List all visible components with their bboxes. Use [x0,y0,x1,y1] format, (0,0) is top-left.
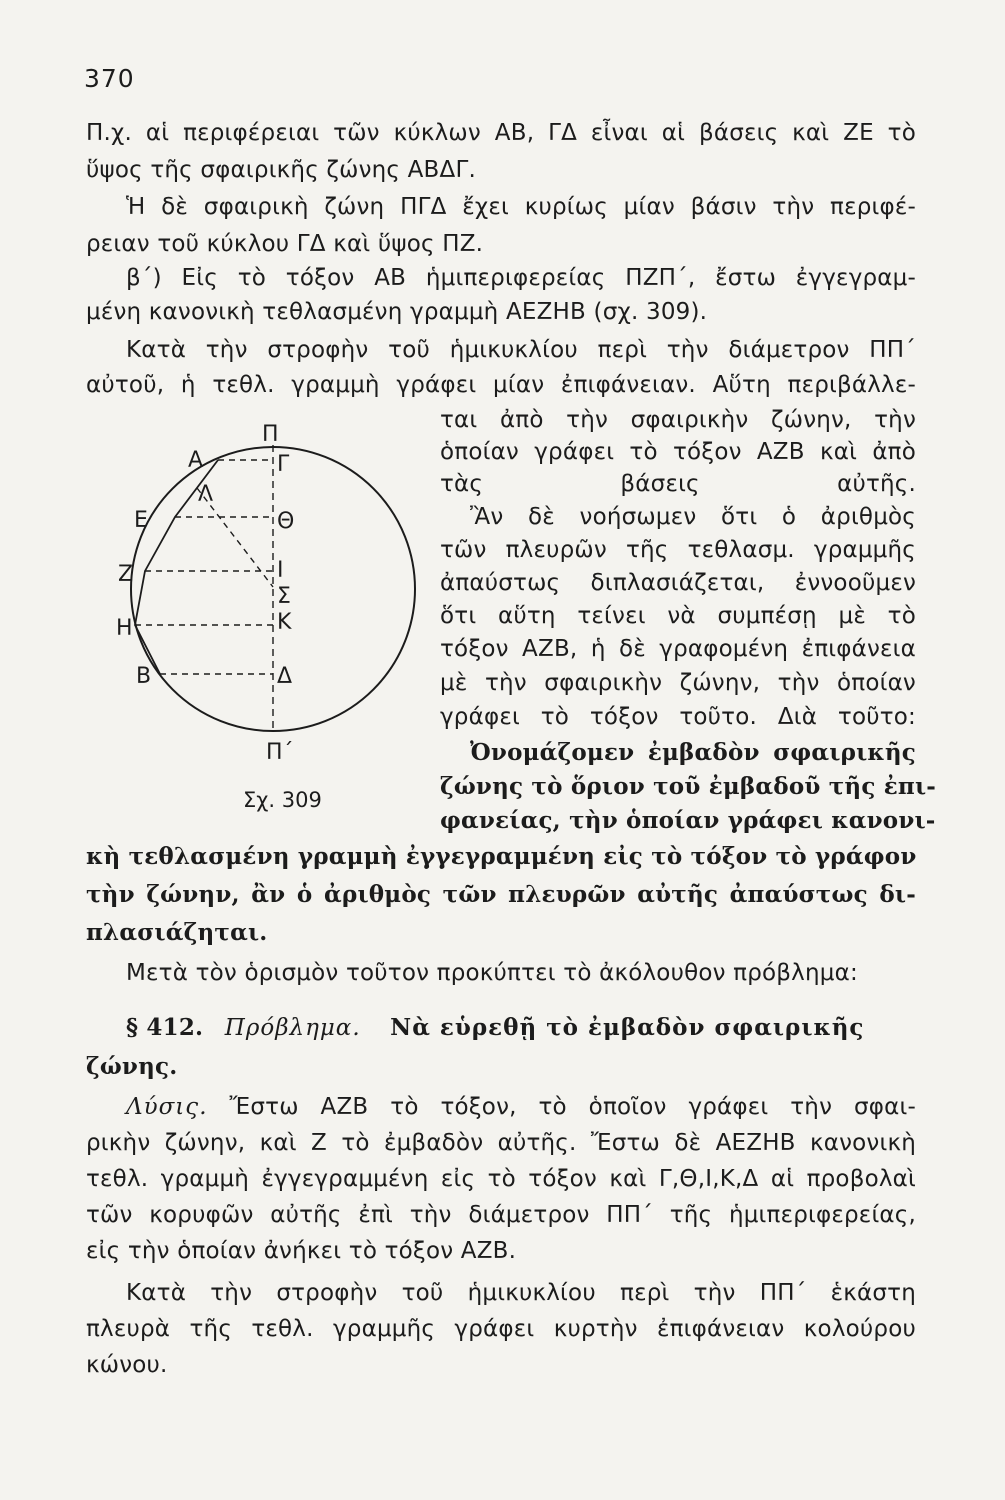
label-D: Δ [277,664,293,689]
text-line: ὅτι αὕτη τείνει νὰ συμπέσῃ μὲ τὸ [440,603,916,629]
text-line: ται ἀπὸ τὴν σφαιρικὴν ζώνην, τὴν [440,407,916,433]
definition-line: κὴ τεθλασμένη γραμμὴ ἐγγεγραμμένη εἰς τὸ τόξον τὸ γράφον [86,843,917,870]
solution-label: Λύσις. [126,1094,208,1120]
figure-caption: Σχ. 309 [243,788,322,812]
text-line: ρικὴν ζώνην, καὶ Ζ τὸ ἐμβαδὸν αὐτῆς. Ἔστω δὲ ΑΕΖΗΒ κανονικὴ [86,1130,916,1156]
text-line: τῶν πλευρῶν τῆς τεθλασμ. γραμμῆς [440,537,916,563]
solution-first-line [126,1092,916,1122]
label-B: Β [136,664,152,689]
section-number: § 412. [126,1014,204,1041]
text-line: τὰς βάσεις αὐτῆς. [440,471,916,497]
text-line: τῶν κορυφῶν αὐτῆς ἐπὶ τὴν διάμετρον ΠΠ΄ τῆς ἡμιπεριφερείας, [86,1202,916,1228]
text-line: Μετὰ τὸν ὁρισμὸν τοῦτον προκύπτει τὸ ἀκόλουθον πρόβλημα: [126,960,858,986]
text-line: γράφει τὸ τόξον τοῦτο. Διὰ τοῦτο: [440,704,916,730]
text-line: Ἡ δὲ σφαιρικὴ ζώνη ΠΓΔ ἔχει κυρίως μίαν βάσιν τὴν περιφέ- [126,194,916,220]
label-K: Κ [277,610,292,635]
text-line: εἰς τὴν ὁποίαν ἀνήκει τὸ τόξον ΑΖΒ. [86,1238,517,1264]
definition-line: πλασιάζηται. [86,919,268,946]
figure-309 [100,415,430,815]
spherical-zone-diagram [100,415,430,815]
text-line: αὐτοῦ, ἡ τεθλ. γραμμὴ γράφει μίαν ἐπιφάνειαν. Αὕτη περιβάλλε- [86,372,916,398]
text-line: ὕψος τῆς σφαιρικῆς ζώνης ΑΒΔΓ. [86,157,476,183]
label-L: Λ [198,482,214,507]
text-line: μένη κανονικὴ τεθλασμένη γραμμὴ ΑΕΖΗΒ (σχ. 309). [86,299,708,325]
label-P: Π [262,422,279,447]
definition-line: τὴν ζώνην, ἂν ὁ ἀριθμὸς τῶν πλευρῶν αὐτῆς ἀπαύστως δι- [86,881,916,908]
text-line: τεθλ. γραμμὴ ἐγγεγραμμένη εἰς τὸ τόξον καὶ Γ,Θ,Ι,Κ,Δ αἱ προβολαὶ [86,1166,916,1192]
label-Pprime: Π΄ [266,740,294,765]
label-TH: Θ [277,509,295,534]
label-Z: Ζ [118,562,134,587]
text-line: Ἔστω ΑΖΒ τὸ τόξον, τὸ ὁποῖον γράφει τὴν σφαι- [229,1094,916,1120]
text-line: Ἂν δὲ νοήσωμεν ὅτι ὁ ἀριθμὸς [470,504,916,530]
text-line: μὲ τὴν σφαιρικὴν ζώνην, τὴν ὁποίαν [440,670,916,696]
text-line: κώνου. [86,1352,168,1378]
text-line: ἀπαύστως διπλασιάζεται, ἐννοοῦμεν [440,570,916,596]
text-line: β΄) Εἰς τὸ τόξον ΑΒ ἡμιπεριφερείας ΠΖΠ΄, ἔστω ἐγγεγραμ- [126,265,916,291]
text-line: Κατὰ τὴν στροφὴν τοῦ ἡμικυκλίου περὶ τὴν διάμετρον ΠΠ΄ [126,337,916,363]
text-line: πλευρὰ τῆς τεθλ. γραμμῆς γράφει κυρτὴν ἐπιφάνειαν κολούρου [86,1316,916,1342]
label-H: Η [116,616,133,641]
label-S: Σ [277,584,291,609]
section-title-cont: ζώνης. [86,1053,178,1080]
text-line: ρειαν τοῦ κύκλου ΓΔ καὶ ὕψος ΠΖ. [86,231,484,257]
section-heading [126,1013,916,1043]
label-E: Ε [134,508,148,533]
label-G: Γ [277,452,290,477]
label-A: Α [188,448,204,473]
definition-line: ζώνης τὸ ὅριον τοῦ ἐμβαδοῦ τῆς ἐπι- [440,773,937,800]
page-number: 370 [84,64,135,93]
label-I: Ι [277,558,284,583]
text-line: Π.χ. αἱ περιφέρειαι τῶν κύκλων ΑΒ, ΓΔ εἶναι αἱ βάσεις καὶ ΖΕ τὸ [86,120,916,146]
section-label: Πρόβλημα. [224,1015,361,1041]
section-title: Νὰ εὑρεθῇ τὸ ἐμβαδὸν σφαιρικῆς [390,1014,865,1041]
definition-line: Ὀνομάζομεν ἐμβαδὸν σφαιρικῆς [470,739,916,766]
text-line: τόξον ΑΖΒ, ἡ δὲ γραφομένη ἐπιφάνεια [440,636,916,662]
text-line: ὁποίαν γράφει τὸ τόξον ΑΖΒ καὶ ἀπὸ [440,439,916,465]
text-line: Κατὰ τὴν στροφὴν τοῦ ἡμικυκλίου περὶ τὴν ΠΠ΄ ἑκάστη [126,1280,916,1306]
definition-line: φανείας, τὴν ὁποίαν γράφει κανονι- [440,807,936,834]
